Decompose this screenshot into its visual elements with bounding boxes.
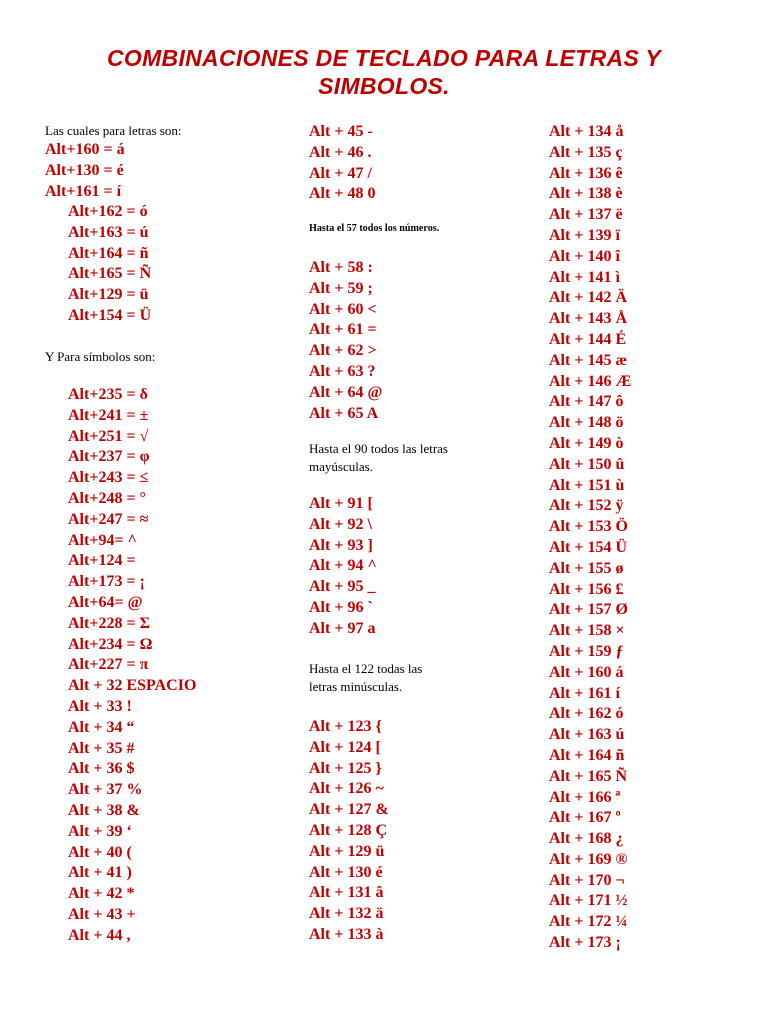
shortcut-item: Alt + 91 [ xyxy=(309,495,373,512)
shortcut-item: Alt + 34 “ xyxy=(68,718,135,736)
shortcut-item: Alt + 63 ? xyxy=(309,362,376,380)
shortcut-item: Alt + 157 Ø xyxy=(549,601,628,619)
shortcut-item: Alt + 128 Ç xyxy=(309,821,387,839)
shortcut-item: Alt + 158 × xyxy=(549,622,625,640)
document-title: COMBINACIONES DE TECLADO PARA LETRAS Y SIMBOLOS. xyxy=(106,45,662,99)
shortcut-item: Alt + 171 ½ xyxy=(549,892,628,910)
shortcut-item: Alt + 48 0 xyxy=(309,185,376,203)
shortcut-item: Alt + 147 ô xyxy=(549,393,624,411)
shortcut-item: Alt + 145 æ xyxy=(549,351,627,369)
shortcut-item: Alt + 95 _ xyxy=(309,578,376,596)
note-lowercase-line1: Hasta el 122 todas las xyxy=(309,661,423,676)
shortcut-item: Alt + 65 A xyxy=(309,404,379,422)
shortcut-item: Alt + 131 â xyxy=(309,884,384,902)
shortcut-item: Alt + 143 Å xyxy=(549,310,627,328)
shortcut-item: Alt+247 = ≈ xyxy=(68,510,149,528)
letters-list-a xyxy=(45,140,125,202)
shortcut-item: Alt + 172 ¼ xyxy=(549,913,628,931)
shortcut-item: Alt+235 = δ xyxy=(68,386,148,403)
shortcut-item: Alt + 155 ø xyxy=(549,559,624,577)
shortcut-item: Alt + 152 ÿ xyxy=(549,497,624,515)
note-lowercase-line2: letras minúsculas. xyxy=(309,679,403,694)
shortcut-item: Alt+227 = π xyxy=(68,656,149,674)
shortcut-item: Alt + 40 ( xyxy=(68,843,132,861)
shortcut-item: Alt + 156 £ xyxy=(549,580,624,598)
shortcut-item: Alt + 153 Ö xyxy=(549,518,628,536)
shortcut-item: Alt + 163 ú xyxy=(549,726,625,744)
shortcut-item: Alt + 137 ë xyxy=(549,206,623,224)
shortcut-item: Alt+248 = ° xyxy=(68,489,146,507)
shortcut-item: Alt+94= ^ xyxy=(68,531,137,549)
shortcut-item: Alt + 60 < xyxy=(309,300,377,318)
shortcut-item: Alt+251 = √ xyxy=(68,427,149,445)
shortcut-item: Alt + 126 ~ xyxy=(309,780,384,798)
shortcut-item: Alt+129 = ü xyxy=(68,286,149,304)
codes-list-4 xyxy=(309,717,389,946)
shortcut-item: Alt + 144 É xyxy=(549,330,627,348)
shortcut-item: Alt + 164 ñ xyxy=(549,746,625,764)
shortcut-item: Alt + 150 û xyxy=(549,455,625,473)
shortcut-item: Alt + 133 à xyxy=(309,925,384,943)
shortcut-item: Alt + 32 ESPACIO xyxy=(68,677,197,695)
shortcut-item: Alt + 36 $ xyxy=(68,760,135,778)
shortcut-item: Alt + 43 + xyxy=(68,905,136,923)
shortcut-item: Alt + 161 í xyxy=(549,684,620,702)
shortcut-item: Alt + 132 ä xyxy=(309,905,384,923)
shortcut-item: Alt + 140 î xyxy=(549,247,620,265)
shortcut-item: Alt+64= @ xyxy=(68,593,143,611)
shortcut-item: Alt + 96 ` xyxy=(309,598,373,616)
shortcut-item: Alt + 93 ] xyxy=(309,536,373,554)
shortcut-item: Alt + 135 ç xyxy=(549,143,623,161)
shortcut-item: Alt+165 = Ñ xyxy=(68,265,152,283)
shortcut-item: Alt + 94 ^ xyxy=(309,557,377,575)
codes-list-1 xyxy=(309,122,375,205)
shortcut-item: Alt + 45 - xyxy=(309,123,373,140)
shortcut-item: Alt + 167 º xyxy=(549,809,621,827)
shortcut-item: Alt+160 = á xyxy=(45,141,125,158)
shortcut-item: Alt + 129 ü xyxy=(309,842,385,860)
shortcut-item: Alt + 139 ï xyxy=(549,226,620,244)
shortcut-item: Alt+243 = ≤ xyxy=(68,469,149,487)
shortcut-item: Alt + 61 = xyxy=(309,321,377,339)
shortcut-item: Alt+161 = í xyxy=(45,182,122,200)
shortcut-item: Alt+154 = Ü xyxy=(68,306,152,324)
note-uppercase-line1: Hasta el 90 todos las letras xyxy=(309,441,448,456)
shortcut-item: Alt+162 = ó xyxy=(68,203,148,220)
shortcut-item: Alt + 92 \ xyxy=(309,515,372,533)
codes-list-5 xyxy=(549,122,631,954)
shortcut-item: Alt + 59 ; xyxy=(309,279,373,297)
shortcut-item: Alt + 154 Ü xyxy=(549,538,627,556)
letters-list-b xyxy=(68,202,151,327)
shortcut-item: Alt + 173 ¡ xyxy=(549,934,621,952)
shortcut-item: Alt+228 = Σ xyxy=(68,614,151,632)
shortcut-item: Alt + 58 : xyxy=(309,259,373,276)
shortcut-item: Alt + 44 , xyxy=(68,926,131,944)
letters-intro: Las cuales para letras son: xyxy=(45,123,182,138)
shortcut-item: Alt + 123 { xyxy=(309,718,382,735)
shortcut-item: Alt + 168 ¿ xyxy=(549,830,624,848)
shortcut-item: Alt + 166 ª xyxy=(549,788,621,806)
codes-list-3 xyxy=(309,494,377,640)
shortcut-item: Alt + 138 è xyxy=(549,185,623,203)
shortcut-item: Alt + 124 [ xyxy=(309,738,381,756)
codes-list-2 xyxy=(309,258,382,424)
shortcut-item: Alt + 165 Ñ xyxy=(549,767,627,785)
note-numbers: Hasta el 57 todos los números. xyxy=(309,222,440,234)
shortcut-item: Alt+124 = xyxy=(68,552,136,570)
shortcut-item: Alt + 127 & xyxy=(309,801,389,819)
symbols-list xyxy=(68,385,196,947)
shortcut-item: Alt + 151 ù xyxy=(549,476,625,494)
shortcut-item: Alt+241 = ± xyxy=(68,406,149,424)
shortcut-item: Alt + 46 . xyxy=(309,143,372,161)
shortcut-item: Alt + 35 # xyxy=(68,739,135,757)
shortcut-item: Alt + 64 @ xyxy=(309,383,383,401)
shortcut-item: Alt + 125 } xyxy=(309,759,382,777)
shortcut-item: Alt + 142 Ä xyxy=(549,289,627,307)
shortcut-item: Alt + 37 % xyxy=(68,781,143,799)
shortcut-item: Alt + 130 é xyxy=(309,863,383,881)
shortcut-item: Alt + 149 ò xyxy=(549,434,624,452)
shortcut-item: Alt + 33 ! xyxy=(68,697,132,715)
shortcut-item: Alt + 146 Æ xyxy=(549,372,632,390)
symbols-intro: Y Para símbolos son: xyxy=(45,349,156,364)
shortcut-item: Alt + 160 á xyxy=(549,663,624,681)
shortcut-item: Alt + 42 * xyxy=(68,885,135,903)
shortcut-item: Alt+237 = φ xyxy=(68,448,150,466)
shortcut-item: Alt + 47 / xyxy=(309,164,372,182)
shortcut-item: Alt + 134 å xyxy=(549,123,624,140)
shortcut-item: Alt + 169 ® xyxy=(549,850,628,868)
shortcut-item: Alt + 38 & xyxy=(68,801,140,819)
shortcut-item: Alt + 39 ‘ xyxy=(68,822,132,840)
shortcut-item: Alt + 141 ì xyxy=(549,268,620,286)
shortcut-item: Alt + 159 ƒ xyxy=(549,642,624,660)
shortcut-item: Alt + 148 ö xyxy=(549,414,624,432)
shortcut-item: Alt + 97 a xyxy=(309,619,376,637)
note-uppercase-line2: mayúsculas. xyxy=(309,459,373,474)
shortcut-item: Alt + 62 > xyxy=(309,342,377,360)
shortcut-item: Alt+173 = ¡ xyxy=(68,573,145,591)
shortcut-item: Alt+234 = Ω xyxy=(68,635,153,653)
shortcut-item: Alt+130 = é xyxy=(45,161,124,179)
shortcut-item: Alt+164 = ñ xyxy=(68,244,149,262)
shortcut-item: Alt + 162 ó xyxy=(549,705,624,723)
shortcut-item: Alt + 136 ê xyxy=(549,164,623,182)
shortcut-item: Alt + 41 ) xyxy=(68,864,132,882)
shortcut-item: Alt + 170 ¬ xyxy=(549,871,625,889)
shortcut-item: Alt+163 = ú xyxy=(68,223,149,241)
